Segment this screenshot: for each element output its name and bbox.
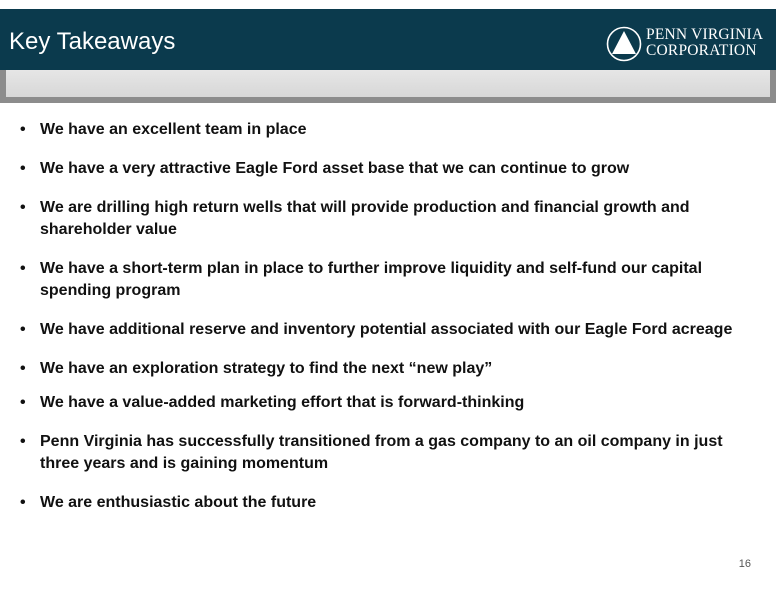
list-item-text: We have a short-term plan in place to further improve liquidity and self-fund our capital spending program — [40, 260, 703, 299]
list-item-text: We have additional reserve and inventory potential associated with our Eagle Ford acreage — [40, 321, 733, 338]
bullet-icon: • — [20, 199, 26, 216]
triangle-logo-icon — [606, 26, 642, 62]
page-number: 16 — [738, 558, 751, 570]
company-logo — [606, 24, 771, 64]
bullet-icon: • — [20, 121, 26, 138]
list-item — [20, 197, 760, 241]
bullet-icon: • — [20, 494, 26, 511]
list-item-text: We are drilling high return wells that will provide production and financial growth and shareholder value — [40, 199, 690, 238]
list-item — [20, 258, 760, 302]
list-item-text: We have a value-added marketing effort that is forward-thinking — [40, 394, 525, 411]
logo-text — [646, 27, 763, 59]
bullet-icon: • — [20, 433, 26, 450]
slide-header — [0, 9, 776, 70]
header-divider-band — [0, 70, 776, 103]
list-item — [20, 392, 760, 414]
logo-line-1: PENN VIRGINIA — [646, 26, 764, 43]
bullet-icon: • — [20, 394, 26, 411]
list-item-text: We have an excellent team in place — [40, 121, 307, 138]
header-divider-inner — [6, 70, 770, 97]
list-item — [20, 319, 760, 341]
bullet-icon: • — [20, 360, 26, 377]
list-item — [20, 119, 760, 141]
top-margin — [0, 0, 776, 9]
list-item — [20, 431, 760, 475]
slide-title: Key Takeaways — [9, 28, 176, 55]
list-item — [20, 358, 760, 380]
list-item — [20, 158, 760, 180]
list-item-text: Penn Virginia has successfully transitioned from a gas company to an oil company in just three years and is gaining momentum — [40, 433, 723, 472]
list-item-text: We have an exploration strategy to find the next “new play” — [40, 360, 493, 377]
bullet-icon: • — [20, 260, 26, 277]
logo-line-2: CORPORATION — [646, 42, 757, 59]
list-item-text: We have a very attractive Eagle Ford asset base that we can continue to grow — [40, 160, 630, 177]
takeaways-list — [20, 119, 760, 531]
list-item-text: We are enthusiastic about the future — [40, 494, 317, 511]
bullet-icon: • — [20, 321, 26, 338]
bullet-icon: • — [20, 160, 26, 177]
list-item — [20, 492, 760, 514]
